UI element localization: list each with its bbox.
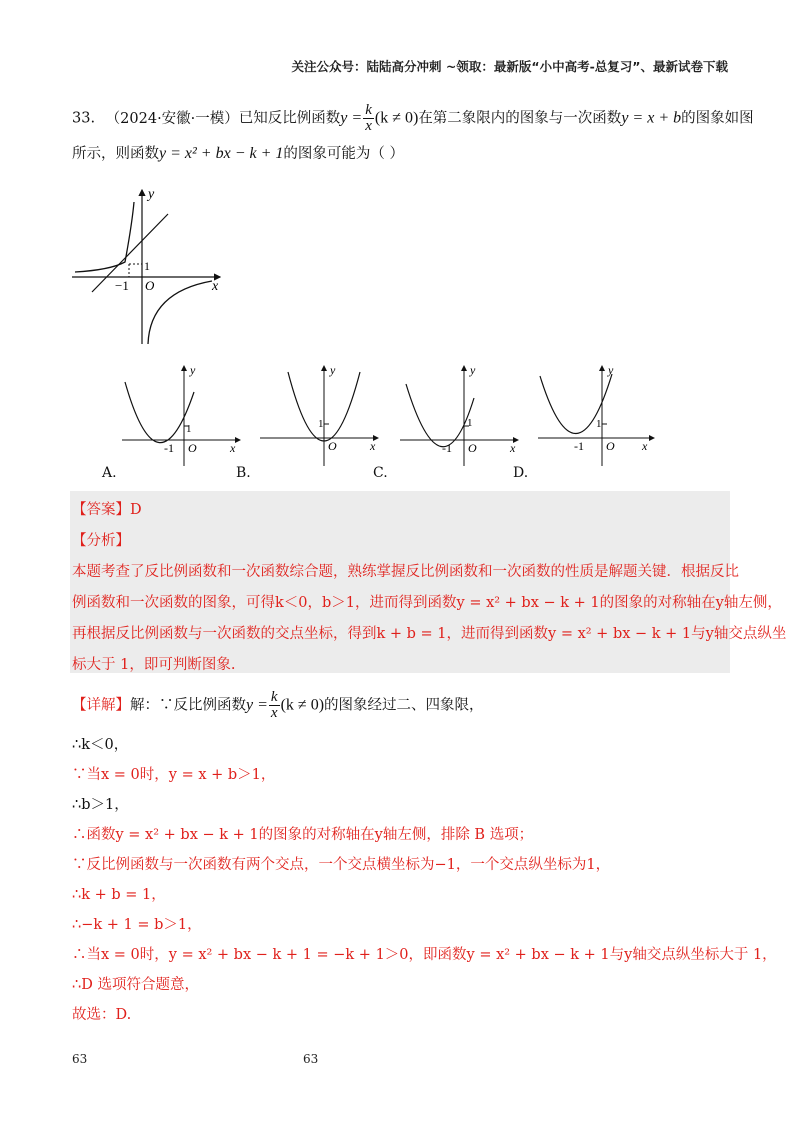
svg-text:1: 1 bbox=[318, 418, 324, 430]
page-header: 关注公众号：陆陆高分冲刺 ~领取：最新版“小中高考-总复习”、最新试卷下载 bbox=[291, 59, 728, 74]
x-label: x bbox=[212, 279, 219, 294]
svg-text:x: x bbox=[642, 439, 648, 453]
option-c-graph bbox=[398, 362, 524, 480]
detail-step-10: 故选：D. bbox=[72, 1007, 132, 1023]
inverse-function: y = bbox=[340, 109, 363, 127]
svg-text:O: O bbox=[468, 441, 477, 455]
hyperbola-q4 bbox=[148, 281, 212, 344]
answer-label: 【答案】 bbox=[72, 502, 130, 518]
tick-neg1: −1 bbox=[115, 278, 129, 293]
svg-text:x: x bbox=[370, 439, 376, 453]
line-graph bbox=[92, 214, 168, 292]
option-d-graph bbox=[536, 362, 662, 480]
svg-text:-1: -1 bbox=[442, 441, 452, 455]
analysis-background bbox=[70, 491, 730, 673]
analysis-line-3: 再根据反比例函数与一次函数的交点坐标，得到k + b = 1，进而得到函数y = x² + bx − k + 1与y轴交点纵坐 bbox=[72, 626, 787, 642]
svg-text:1: 1 bbox=[186, 423, 192, 435]
question-text bbox=[72, 102, 754, 166]
detail-step-5: ∵反比例函数与一次函数有两个交点，一个交点横坐标为−1，一个交点纵坐标为1， bbox=[72, 857, 611, 873]
question-text-5: 的图象可能为（ ） bbox=[283, 146, 404, 162]
tick-1: 1 bbox=[144, 259, 150, 273]
hyperbola-q2 bbox=[75, 202, 134, 272]
question-text-4: 所示，则函数 bbox=[72, 146, 159, 162]
svg-text:-1: -1 bbox=[164, 441, 174, 455]
analysis-line-1: 本题考查了反比例函数和一次函数综合题，熟练掌握反比例函数和一次函数的性质是解题关键．根据反比 bbox=[72, 564, 739, 580]
detail-step-2: ∵当x = 0时，y = x + b＞1， bbox=[72, 767, 276, 783]
option-b-label: B. bbox=[236, 465, 251, 481]
svg-text:y: y bbox=[330, 363, 336, 377]
question-text-3: 的图象如图 bbox=[681, 110, 754, 127]
svg-text:O: O bbox=[606, 439, 615, 453]
analysis-line-4: 标大于 1，即可判断图象. bbox=[72, 657, 236, 673]
page-number-left: 63 bbox=[72, 1052, 88, 1066]
question-number: 33. bbox=[72, 110, 96, 127]
svg-text:1: 1 bbox=[596, 418, 602, 430]
question-text-2: 在第二象限内的图象与一次函数 bbox=[418, 110, 622, 127]
svg-text:O: O bbox=[328, 439, 337, 453]
svg-text:y: y bbox=[190, 363, 196, 377]
option-b-graph bbox=[258, 362, 384, 480]
condition: (k ≠ 0) bbox=[374, 109, 419, 127]
detail-step-1: ∴k＜0， bbox=[72, 737, 129, 753]
detail-intro: 【详解】解：∵反比例函数y = $\frac{k}{x}$ (k ≠ 0)的图象经过二、四象限， bbox=[72, 689, 484, 721]
detail-step-3: ∴b＞1， bbox=[72, 797, 129, 813]
detail-step-4: ∴函数y = x² + bx − k + 1的图象的对称轴在y轴左侧，排除 B 选项； bbox=[72, 827, 534, 843]
detail-intro-end: 的图象经过二、四象限， bbox=[324, 697, 484, 714]
svg-text:y: y bbox=[470, 363, 476, 377]
linear-function: y = x + b bbox=[621, 109, 682, 127]
analysis-label: 【分析】 bbox=[72, 533, 130, 549]
origin-label: O bbox=[145, 278, 155, 293]
detail-intro-text: 解：∵反比例函数 bbox=[130, 697, 246, 714]
option-a-graph bbox=[100, 362, 242, 480]
svg-text:x: x bbox=[510, 441, 516, 455]
option-c-label: C. bbox=[373, 465, 388, 481]
analysis-line-2: 例函数和一次函数的图象，可得k＜0，b＞1，进而得到函数y = x² + bx − k + 1的图象的对称轴在y轴左侧， bbox=[72, 595, 782, 611]
svg-text:y: y bbox=[608, 363, 614, 377]
question-source: （2024·安徽·一模） bbox=[105, 110, 239, 127]
y-label: y bbox=[148, 187, 155, 202]
svg-text:O: O bbox=[188, 441, 197, 455]
answer-line bbox=[72, 498, 142, 519]
svg-text:-1: -1 bbox=[574, 439, 584, 453]
page-number-center: 63 bbox=[303, 1052, 319, 1066]
answer-value: D bbox=[130, 502, 142, 518]
question-text-1: 已知反比例函数 bbox=[238, 110, 341, 127]
detail-step-6: ∴k + b = 1， bbox=[72, 887, 166, 903]
quadratic-function: y = x² + bx − k + 1 bbox=[159, 145, 284, 162]
detail-step-8: ∴当x = 0时，y = x² + bx − k + 1 = −k + 1＞0，即函数y = x² + bx − k + 1与y轴交点纵坐标大于 1， bbox=[72, 947, 777, 963]
fraction-k-over-x: $\frac{k}{x}$ bbox=[365, 102, 372, 134]
svg-text:x: x bbox=[230, 441, 236, 455]
option-d-label: D. bbox=[513, 465, 529, 481]
option-a-label: A. bbox=[102, 465, 117, 481]
main-figure bbox=[70, 184, 230, 346]
detail-step-7: ∴−k + 1 = b＞1， bbox=[72, 917, 202, 933]
svg-text:1: 1 bbox=[467, 417, 473, 429]
detail-step-9: ∴D 选项符合题意， bbox=[72, 977, 199, 993]
detail-label: 【详解】 bbox=[72, 697, 130, 714]
